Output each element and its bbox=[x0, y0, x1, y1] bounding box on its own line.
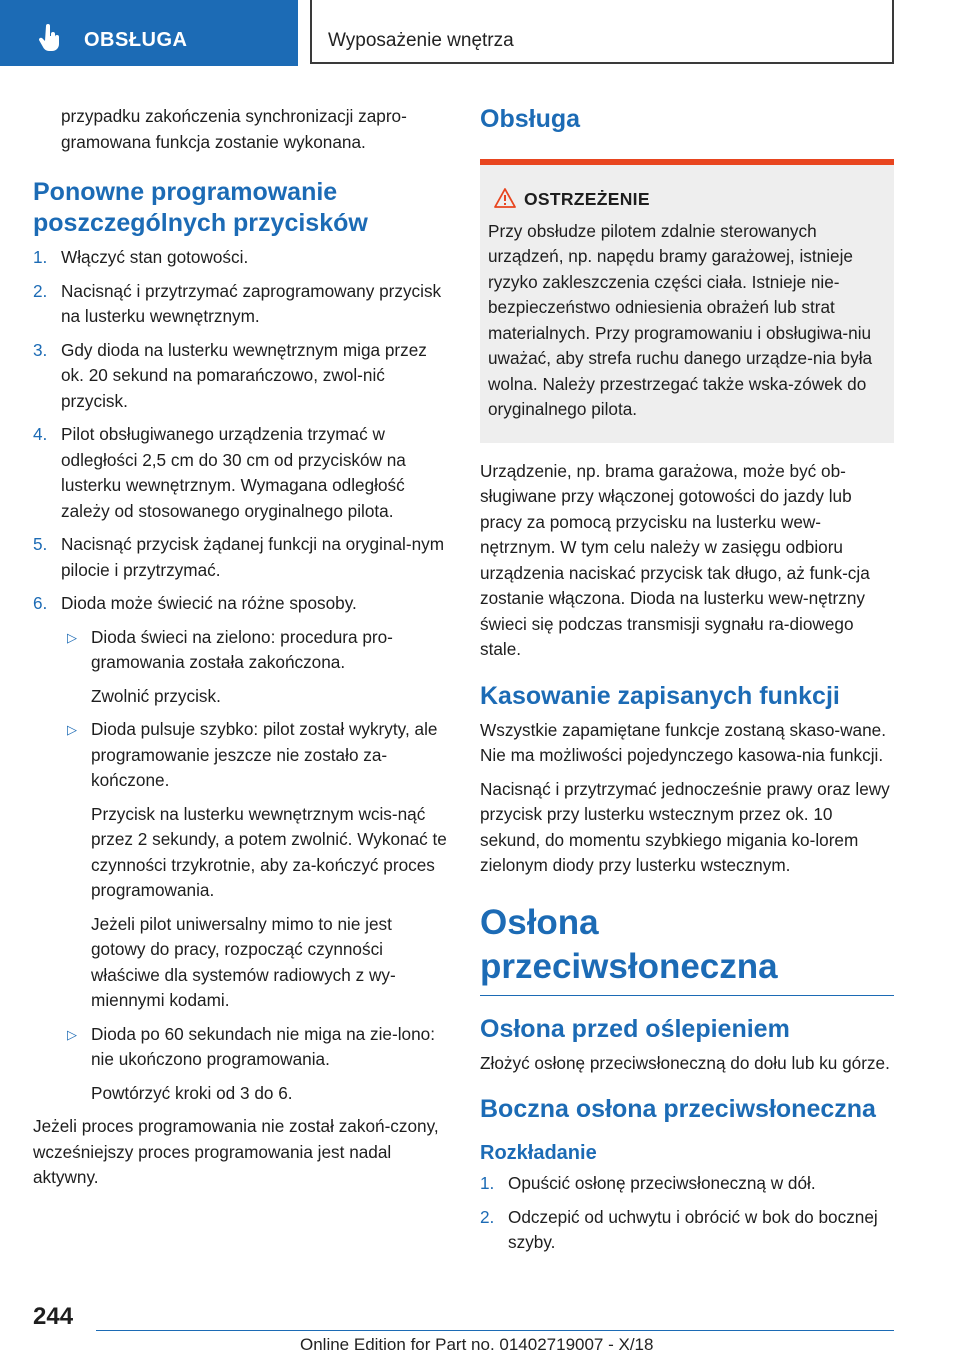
page-number: 244 bbox=[33, 1303, 74, 1330]
list-item: 4. Pilot obsługiwanego urządzenia trzymać w odległości 2,5 cm do 30 cm od przycisków na lusterku wewnętrznym. Wymagana odległość zależy od stosowanego oryginalnego pilota. bbox=[33, 424, 406, 521]
intro-text: przypadku zakończenia synchronizacji zapro-gramowana funkcja zostanie wykonana. bbox=[61, 106, 407, 152]
oslona-przed-text: Złożyć osłonę przeciwsłoneczną do dołu lub ku górze. bbox=[480, 1052, 890, 1073]
left-column bbox=[33, 104, 451, 1199]
section-tab[interactable] bbox=[0, 0, 298, 66]
heading-oslona-przed: Osłona przed oślepieniem bbox=[480, 1014, 790, 1043]
operation-text: Urządzenie, np. brama garażowa, może być ob-sługiwane przy włączonej gotowości do jazdy lub pracy za pomocą przycisku na lusterku wew-nętrznym. W tym celu należy w zasięgu odbioru urządzenia naciskać przycisk tak długo, aż funk-cja zostanie włączona. Dioda na lusterku wew-nętrzny świeci się podczas transmisji sygnału ra-diowego stale. bbox=[480, 460, 870, 659]
sub-list-item: ▷ Dioda po 60 sekundach nie miga na zie-lono: nie ukończono programowania. Powtórzyć kroki od 3 do 6. bbox=[67, 1023, 435, 1103]
heading-obsluga: Obsługa bbox=[480, 105, 581, 133]
heading-oslona: Osłona przeciwsłoneczna bbox=[480, 901, 894, 996]
list-item: 2. Odczepić od uchwytu i obrócić w bok do bocznej szyby. bbox=[480, 1206, 878, 1252]
hand-pointer-icon bbox=[38, 24, 62, 57]
closing-text: Jeżeli proces programowania nie został zakoń-czony, wcześniejszy proces programowania jest nadal aktywny. bbox=[33, 1116, 439, 1187]
kasowanie-text-1: Wszystkie zapamiętane funkcje zostaną skaso-wane. Nie ma możliwości pojedynczego kasowa-nia funkcji. bbox=[480, 719, 887, 765]
footer-edition: Online Edition for Part no. 01402719007 - X/18 bbox=[300, 1335, 654, 1354]
sub-list-item: ▷ Dioda świeci na zielono: procedura pro-gramowania została zakończona. Zwolnić przycisk. bbox=[67, 626, 393, 706]
list-item: 1. Włączyć stan gotowości. bbox=[33, 247, 249, 267]
warning-title: OSTRZEŻENIE bbox=[488, 187, 886, 213]
footer-divider bbox=[96, 1330, 894, 1331]
list-item: 2. Nacisnąć i przytrzymać zaprogramowany przycisk na lusterku wewnętrznym. bbox=[33, 280, 442, 326]
sub-list-item: ▷ Dioda pulsuje szybko: pilot został wykryty, ale programowanie jeszcze nie zostało za-kończone. Przycisk na lusterku wewnętrznym wcis-nąć przez 2 sekundy, a potem zwolnić. Wykonać te czynności trzykrotnie, aby za-kończyć proces programowania. Jeżeli pilot uniwersalny mimo to nie jest gotowy do pracy, rozpocząć czynności właściwe dla systemów radiowych z wy-miennymi kodami. bbox=[67, 719, 447, 1010]
list-item: 5. Nacisnąć przycisk żądanej funkcji na oryginal-nym pilocie i przytrzymać. bbox=[33, 534, 445, 580]
heading-rozkladanie: Rozkładanie bbox=[480, 1142, 597, 1164]
triangle-bullet-icon: ▷ bbox=[67, 722, 77, 737]
warning-triangle-icon bbox=[494, 188, 516, 208]
list-item: 3. Gdy dioda na lusterku wewnętrznym miga przez ok. 20 sekund na pomarańczowo, zwol-nić przycisk. bbox=[33, 339, 427, 411]
steps-list bbox=[33, 245, 451, 1106]
section-label: OBSŁUGA bbox=[84, 29, 188, 51]
triangle-bullet-icon: ▷ bbox=[67, 1026, 77, 1042]
warning-box bbox=[480, 159, 894, 443]
kasowanie-text-2: Nacisnąć i przytrzymać jednocześnie prawy oraz lewy przycisk przy lusterku wstecznym przez ok. 10 sekund, do momentu szybkiego migania ko-lorem zielonym diody przy lusterku wstecznym. bbox=[480, 778, 890, 875]
chapter-header bbox=[310, 0, 894, 64]
list-item: 6. Dioda może świecić na różne sposoby. ▷ Dioda świeci na zielono: procedura pro-gramowania została zakończona. Zwolnić przycisk. ▷ Dioda pulsuje szybko: pilot został wykryty, ale programowanie jeszcze nie zostało za-kończone. Przycisk na lusterku wewnętrznym wcis-nąć przez 2 sekundy, a potem zwolnić. Wykonać te czynności trzykrotnie, aby za-kończyć proces programowania. Jeżeli pilot uniwersalny mimo to nie jest gotowy do pracy, rozpocząć czynności właściwe dla systemów radiowych z wy-miennymi kodami. ▷ Dioda po 60 sekundach nie miga na zie-lono: nie ukończono programowania. Powtórzyć kroki od 3 do 6. bbox=[33, 591, 451, 1106]
warning-text: Przy obsłudze pilotem zdalnie sterowanych urządzeń, np. napędu bramy garażowej, istnieje ryzyko zakleszczenia części ciała. Istnieje nie-bezpieczeństwo odniesienia obrażeń lub strat materialnych. Przy programowaniu i obsługiwa-niu uważać, aby strefa ruchu danego urządze-nia była wolna. Należy przestrzegać także wska-zówek do oryginalnego pilota. bbox=[488, 220, 873, 419]
heading-kasowanie: Kasowanie zapisanych funkcji bbox=[480, 681, 840, 710]
heading-boczna: Boczna osłona przeciwsłoneczna bbox=[480, 1095, 876, 1123]
triangle-bullet-icon: ▷ bbox=[67, 629, 77, 645]
list-item: 1. Opuścić osłonę przeciwsłoneczną w dół. bbox=[480, 1173, 816, 1193]
substeps-list bbox=[61, 625, 451, 1107]
heading-reprogramming: Ponowne programowanie poszczególnych przycisków bbox=[33, 178, 368, 237]
rozkladanie-list bbox=[480, 1171, 894, 1256]
right-column bbox=[480, 104, 894, 1264]
chapter-title: Wyposażenie wnętrza bbox=[328, 30, 514, 51]
